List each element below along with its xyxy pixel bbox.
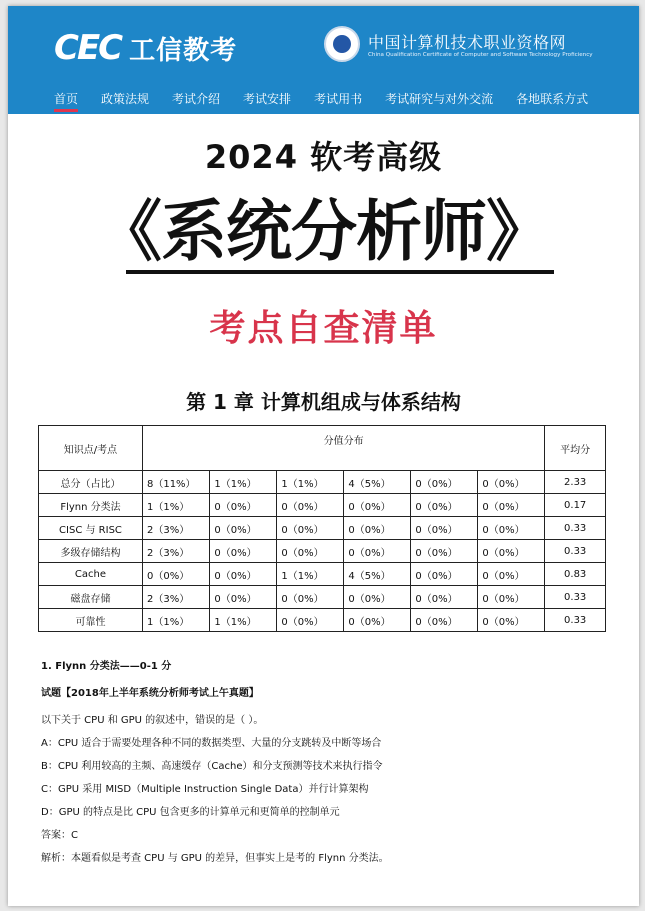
- org-name-cn: 中国计算机技术职业资格网: [368, 33, 567, 52]
- row-name: 多级存储结构: [39, 540, 143, 563]
- dist-cell: 0（0%）: [277, 540, 344, 563]
- dist-cell: 2（3%）: [142, 586, 209, 609]
- dist-cell: 2（3%）: [142, 540, 209, 563]
- dist-cell: 4（5%）: [344, 563, 411, 586]
- avg-cell: 0.83: [545, 563, 606, 586]
- answer-text: 答案：C: [41, 830, 78, 841]
- table-row: [39, 471, 606, 494]
- avg-cell: 0.33: [545, 586, 606, 609]
- nav-item-home[interactable]: 首页: [54, 90, 78, 114]
- avg-cell: 0.33: [545, 609, 606, 632]
- dist-cell: 0（0%）: [478, 540, 545, 563]
- dist-cell: 0（0%）: [478, 563, 545, 586]
- avg-cell: 0.17: [545, 494, 606, 517]
- table-header-row: [39, 426, 606, 471]
- logo-text: 工信教考: [129, 35, 238, 66]
- dist-cell: 1（1%）: [277, 471, 344, 494]
- dist-cell: 0（0%）: [478, 494, 545, 517]
- question-stem: 以下关于 CPU 和 GPU 的叙述中，错误的是（ ）。: [41, 715, 264, 726]
- nav-item-policy[interactable]: 政策法规: [101, 92, 150, 106]
- dist-cell: 4（5%）: [344, 471, 411, 494]
- row-name: Flynn 分类法: [39, 494, 143, 517]
- header-knowledge-point: 知识点/考点: [39, 426, 143, 471]
- dist-cell: 0（0%）: [210, 540, 277, 563]
- dist-cell: 0（0%）: [210, 563, 277, 586]
- nav-item-contacts[interactable]: 各地联系方式: [516, 92, 589, 106]
- org-seal-icon: [324, 26, 360, 62]
- dist-cell: 1（1%）: [210, 609, 277, 632]
- dist-cell: 0（0%）: [411, 563, 478, 586]
- cover-title-line2: 《系统分析师》: [96, 193, 551, 270]
- table-row: [39, 540, 606, 563]
- dist-cell: 0（0%）: [277, 609, 344, 632]
- dist-cell: 0（0%）: [411, 609, 478, 632]
- row-name: 磁盘存储: [39, 586, 143, 609]
- dist-cell: 0（0%）: [411, 517, 478, 540]
- document-page: [8, 6, 639, 906]
- org-name-en: China Qualification Certificate of Computer and Software Technology Proficiency: [368, 52, 593, 58]
- table-row: [39, 586, 606, 609]
- dist-cell: 0（0%）: [478, 471, 545, 494]
- dist-cell: 0（0%）: [411, 540, 478, 563]
- dist-cell: 0（0%）: [210, 517, 277, 540]
- main-nav: [8, 90, 639, 114]
- cover-title-line3: 考点自查清单: [209, 308, 438, 349]
- option-c: C：GPU 采用 MISD（Multiple Instruction Single Data）并行计算架构: [41, 784, 369, 795]
- site-header: [8, 6, 639, 114]
- dist-cell: 1（1%）: [142, 494, 209, 517]
- dist-cell: 2（3%）: [142, 517, 209, 540]
- table-row: [39, 494, 606, 517]
- dist-cell: 0（0%）: [344, 586, 411, 609]
- dist-cell: 0（0%）: [411, 471, 478, 494]
- row-name: 可靠性: [39, 609, 143, 632]
- chapter-title: 第 1 章 计算机组成与体系结构: [186, 390, 461, 414]
- avg-cell: 0.33: [545, 517, 606, 540]
- row-name: CISC 与 RISC: [39, 517, 143, 540]
- nav-item-research[interactable]: 考试研究与对外交流: [385, 92, 494, 106]
- table-row: [39, 609, 606, 632]
- avg-cell: 2.33: [545, 471, 606, 494]
- logo-mark: CEC: [54, 28, 122, 68]
- dist-cell: 0（0%）: [411, 586, 478, 609]
- nav-item-exam-schedule[interactable]: 考试安排: [243, 92, 292, 106]
- dist-cell: 0（0%）: [344, 609, 411, 632]
- avg-cell: 0.33: [545, 540, 606, 563]
- dist-cell: 0（0%）: [142, 563, 209, 586]
- dist-cell: 0（0%）: [277, 517, 344, 540]
- option-b: B：CPU 利用较高的主频、高速缓存（Cache）和分支预测等技术来执行指令: [41, 761, 383, 772]
- question-title: 试题【2018年上半年系统分析师考试上午真题】: [41, 688, 259, 699]
- section-heading: 1. Flynn 分类法——0-1 分: [41, 661, 172, 672]
- dist-cell: 0（0%）: [277, 494, 344, 517]
- cover-title-line1: 2024 软考高级: [204, 138, 443, 176]
- header-distribution: 分值分布: [142, 426, 544, 471]
- dist-cell: 0（0%）: [478, 609, 545, 632]
- dist-cell: 0（0%）: [411, 494, 478, 517]
- dist-cell: 0（0%）: [478, 517, 545, 540]
- nav-item-exam-books[interactable]: 考试用书: [314, 92, 363, 106]
- nav-item-exam-intro[interactable]: 考试介绍: [172, 92, 221, 106]
- table-row: [39, 563, 606, 586]
- dist-cell: 0（0%）: [478, 586, 545, 609]
- dist-cell: 1（1%）: [277, 563, 344, 586]
- dist-cell: 0（0%）: [344, 517, 411, 540]
- option-d: D：GPU 的特点是比 CPU 包含更多的计算单元和更简单的控制单元: [41, 807, 340, 818]
- dist-cell: 1（1%）: [210, 471, 277, 494]
- option-a: A：CPU 适合于需要处理各种不同的数据类型、大量的分支跳转及中断等场合: [41, 738, 382, 749]
- dist-cell: 8（11%）: [142, 471, 209, 494]
- analysis-text: 解析：本题看似是考查 CPU 与 GPU 的差异，但事实上是考的 Flynn 分类法。: [41, 853, 389, 864]
- cec-logo[interactable]: [54, 28, 237, 68]
- table-row: [39, 517, 606, 540]
- dist-cell: 1（1%）: [142, 609, 209, 632]
- row-name: Cache: [39, 563, 143, 586]
- dist-cell: 0（0%）: [344, 494, 411, 517]
- dist-cell: 0（0%）: [277, 586, 344, 609]
- dist-cell: 0（0%）: [210, 494, 277, 517]
- title-underline: [126, 270, 554, 274]
- dist-cell: 0（0%）: [210, 586, 277, 609]
- row-name: 总分（占比）: [39, 471, 143, 494]
- header-average: 平均分: [545, 426, 606, 471]
- dist-cell: 0（0%）: [344, 540, 411, 563]
- score-distribution-table: [38, 425, 606, 632]
